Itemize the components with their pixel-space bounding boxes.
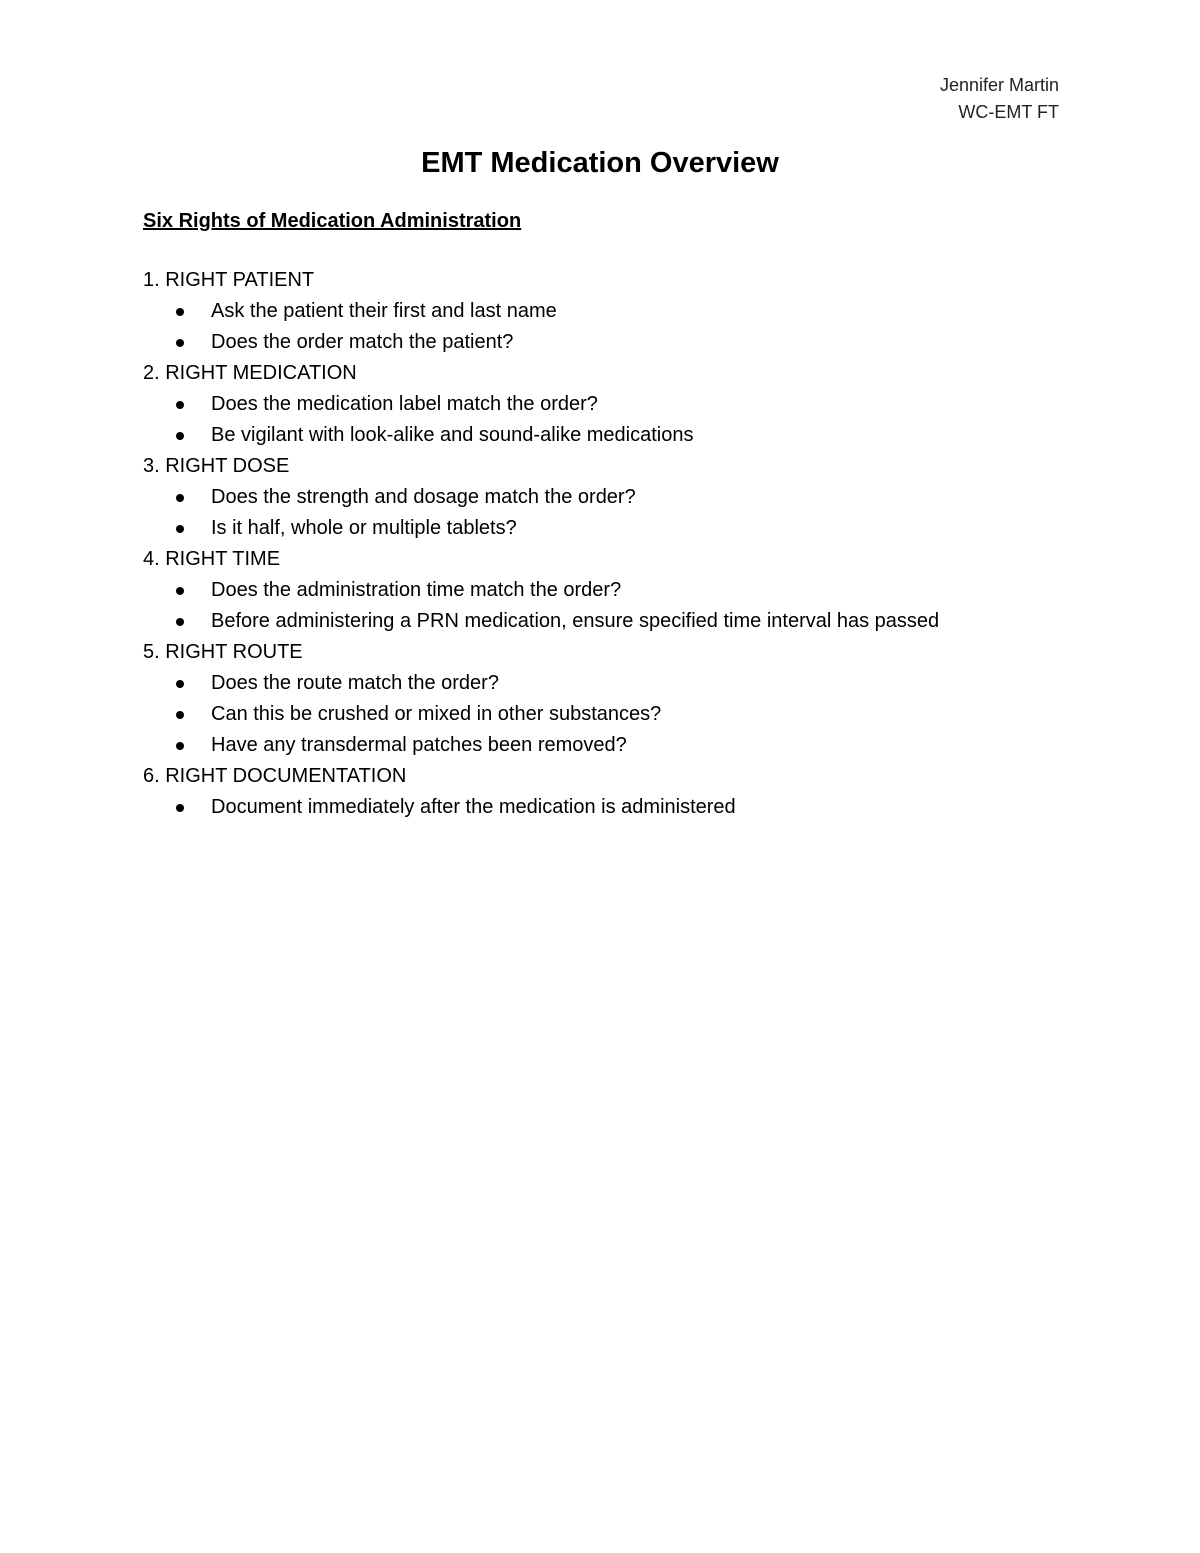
list-item-text: Is it half, whole or multiple tablets? [211, 517, 517, 539]
right-heading: 2. RIGHT MEDICATION [143, 362, 357, 384]
bullet-icon [176, 742, 184, 750]
list-item-text: Does the administration time match the order? [211, 579, 622, 601]
list-item-text: Can this be crushed or mixed in other substances? [211, 703, 662, 725]
list-item [143, 575, 1103, 606]
list-item [143, 296, 1103, 327]
list-item-text: Before administering a PRN medication, ensure specified time interval has passed [211, 610, 940, 632]
list-item [143, 327, 1103, 358]
list-item [143, 606, 1103, 637]
list-item [143, 668, 1103, 699]
list-item [143, 730, 1103, 761]
list-item [143, 513, 1103, 544]
list-item-text: Be vigilant with look-alike and sound-alike medications [211, 424, 694, 446]
bullet-icon [176, 587, 184, 595]
list-item-text: Have any transdermal patches been removed? [211, 734, 627, 756]
right-heading: 4. RIGHT TIME [143, 548, 281, 570]
rights-list [143, 265, 1103, 823]
bullet-icon [176, 432, 184, 440]
right-heading: 1. RIGHT PATIENT [143, 269, 315, 291]
list-item [143, 699, 1103, 730]
list-item [143, 420, 1103, 451]
bullet-icon [176, 680, 184, 688]
right-heading: 6. RIGHT DOCUMENTATION [143, 765, 407, 787]
bullet-icon [176, 401, 184, 409]
bullet-icon [176, 339, 184, 347]
bullet-icon [176, 494, 184, 502]
list-item-text: Does the strength and dosage match the order? [211, 486, 636, 508]
list-item [143, 792, 1103, 823]
bullet-icon [176, 525, 184, 533]
list-item-text: Document immediately after the medication is administered [211, 796, 736, 818]
page-title: EMT Medication Overview [421, 147, 779, 179]
right-heading: 3. RIGHT DOSE [143, 455, 290, 477]
list-item-text: Does the order match the patient? [211, 331, 514, 353]
bullet-icon [176, 308, 184, 316]
section-subtitle: Six Rights of Medication Administration [143, 210, 522, 232]
course-name: WC-EMT FT [958, 102, 1059, 122]
list-item-text: Does the route match the order? [211, 672, 499, 694]
author-name: Jennifer Martin [939, 75, 1059, 95]
bullet-icon [176, 618, 184, 626]
bullet-icon [176, 711, 184, 719]
list-item-text: Ask the patient their first and last name [211, 300, 557, 322]
list-item-text: Does the medication label match the order? [211, 393, 598, 415]
right-heading: 5. RIGHT ROUTE [143, 641, 303, 663]
list-item [143, 389, 1103, 420]
bullet-icon [176, 804, 184, 812]
list-item [143, 482, 1103, 513]
header-block [940, 72, 1059, 126]
